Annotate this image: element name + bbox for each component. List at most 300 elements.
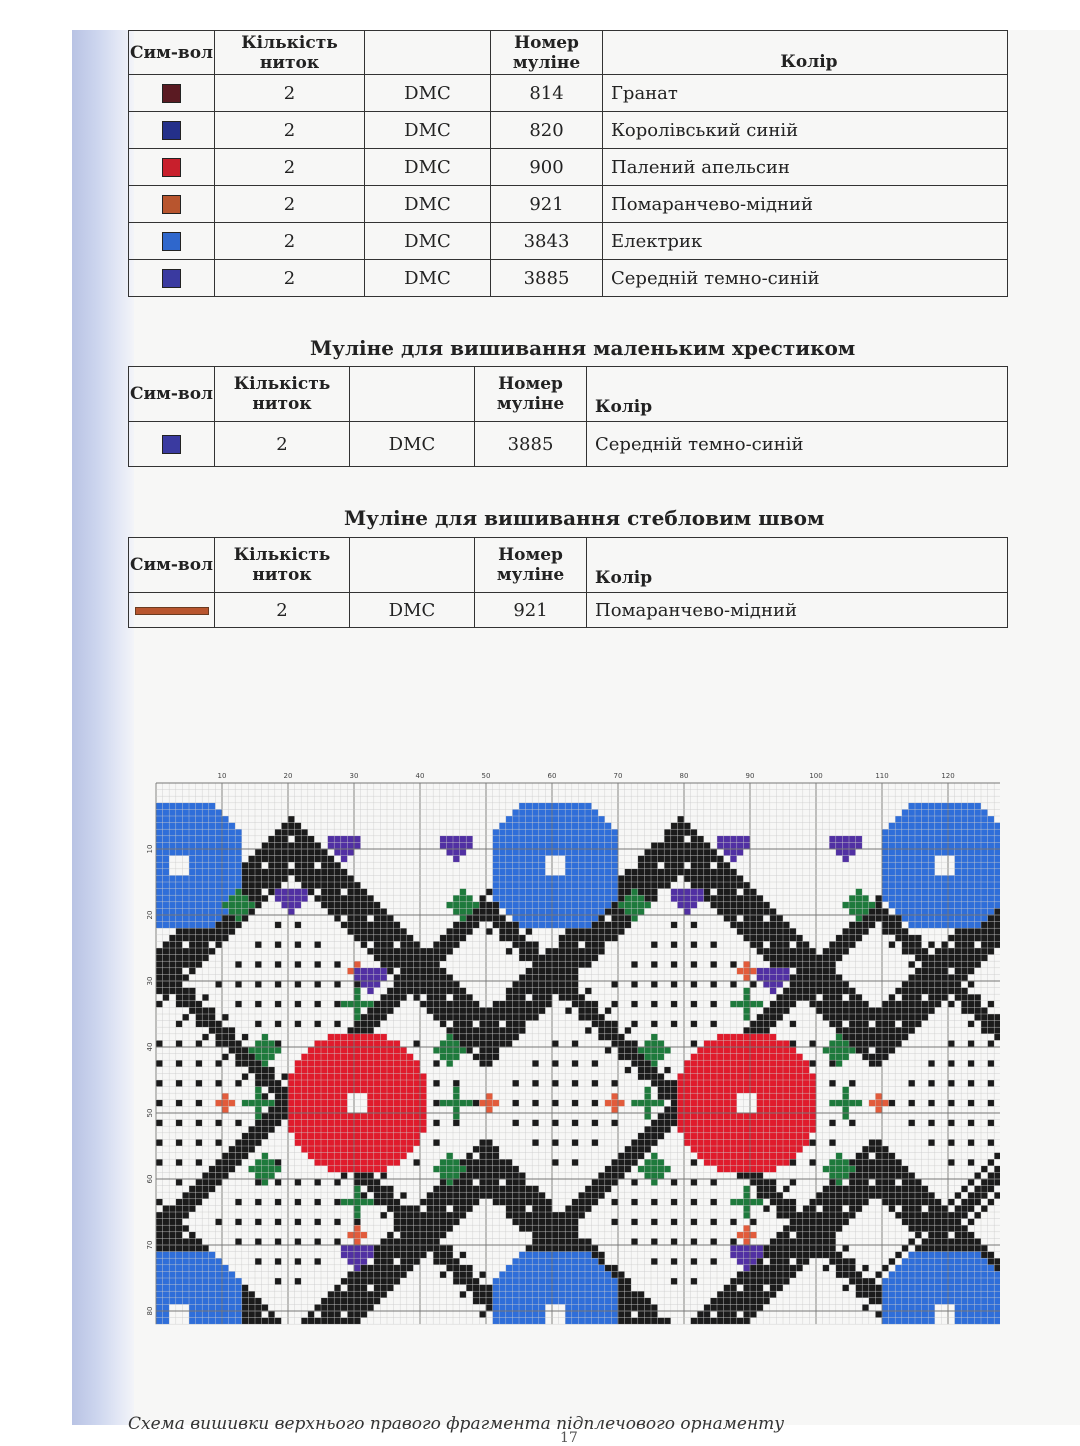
stitch-cell: [796, 1087, 803, 1094]
stitch-cell: [169, 842, 176, 849]
stitch-cell: [955, 981, 962, 988]
stitch-cell: [598, 895, 605, 902]
stitch-cell: [737, 902, 744, 909]
stitch-cell: [235, 875, 242, 882]
stitch-cell: [387, 948, 394, 955]
stitch-cell: [658, 849, 665, 856]
stitch-cell: [704, 1060, 711, 1067]
stitch-cell: [955, 1265, 962, 1272]
stitch-cell: [288, 849, 295, 856]
stitch-cell: [545, 961, 552, 968]
stitch-cell: [242, 862, 249, 869]
stitch-cell: [684, 856, 691, 863]
stitch-cell: [453, 1054, 460, 1061]
stitch-cell: [625, 1047, 632, 1054]
stitch-cell: [928, 1258, 935, 1265]
stitch-cell: [598, 1172, 605, 1179]
stitch-cell: [176, 829, 183, 836]
stitch-cell: [625, 1278, 632, 1285]
stitch-cell: [466, 1100, 473, 1107]
stitch-cell: [519, 974, 526, 981]
stitch-cell: [809, 1106, 816, 1113]
stitch-cell: [856, 922, 863, 929]
stitch-cell: [988, 1199, 995, 1206]
stitch-cell: [948, 915, 955, 922]
stitch-cell: [862, 1054, 869, 1061]
stitch-cell: [235, 902, 242, 909]
stitch-cell: [941, 968, 948, 975]
stitch-cell: [757, 1199, 764, 1206]
stitch-cell: [552, 816, 559, 823]
stitch-cell: [202, 816, 209, 823]
stitch-cell: [156, 948, 163, 955]
stitch-cell: [446, 941, 453, 948]
stitch-cell: [677, 849, 684, 856]
stitch-cell: [816, 961, 823, 968]
stitch-cell: [407, 1252, 414, 1259]
stitch-cell: [651, 895, 658, 902]
stitch-cell: [275, 1093, 282, 1100]
stitch-cell: [552, 889, 559, 896]
stitch-cell: [724, 1054, 731, 1061]
stitch-cell: [928, 1205, 935, 1212]
stitch-cell: [908, 856, 915, 863]
stitch-cell: [770, 1040, 777, 1047]
stitch-cell: [460, 1027, 467, 1034]
stitch-cell: [730, 1139, 737, 1146]
stitch-cell: [413, 1245, 420, 1252]
stitch-cell: [565, 875, 572, 882]
stitch-cell: [988, 862, 995, 869]
stitch-cell: [988, 915, 995, 922]
stitch-cell: [572, 1212, 579, 1219]
stitch-cell: [968, 1219, 975, 1226]
stitch-cell: [281, 1087, 288, 1094]
stitch-cell: [935, 948, 942, 955]
stitch-cell: [816, 968, 823, 975]
stitch-cell: [776, 1199, 783, 1206]
stitch-cell: [288, 1126, 295, 1133]
stitch-cell: [618, 1054, 625, 1061]
stitch-cell: [453, 928, 460, 935]
stitch-cell: [209, 1007, 216, 1014]
stitch-cell: [882, 1186, 889, 1193]
stitch-cell: [889, 1153, 896, 1160]
stitch-cell: [248, 875, 255, 882]
stitch-cell: [275, 1080, 282, 1087]
stitch-cell: [776, 1007, 783, 1014]
stitch-cell: [519, 836, 526, 843]
stitch-cell: [750, 908, 757, 915]
stitch-cell: [512, 1265, 519, 1272]
stitch-cell: [519, 902, 526, 909]
stitch-cell: [671, 1106, 678, 1113]
stitch-cell: [889, 928, 896, 935]
stitch-cell: [209, 1258, 216, 1265]
stitch-cell: [796, 1212, 803, 1219]
stitch-cell: [961, 1265, 968, 1272]
stitch-cell: [460, 994, 467, 1001]
stitch-cell: [737, 1040, 744, 1047]
stitch-cell: [717, 889, 724, 896]
stitch-cell: [776, 1120, 783, 1127]
stitch-cell: [710, 1106, 717, 1113]
stitch-cell: [169, 935, 176, 942]
stitch-cell: [585, 908, 592, 915]
stitch-cell: [209, 1304, 216, 1311]
stitch-cell: [763, 1146, 770, 1153]
stitch-cell: [948, 1199, 955, 1206]
stitch-cell: [248, 1054, 255, 1061]
stitch-cell: [585, 862, 592, 869]
stitch-cell: [710, 1179, 717, 1186]
stitch-cell: [519, 1265, 526, 1272]
stitch-cell: [532, 994, 539, 1001]
stitch-cell: [380, 1054, 387, 1061]
stitch-cell: [433, 1166, 440, 1173]
stitch-cell: [823, 1265, 830, 1272]
stitch-cell: [407, 948, 414, 955]
stitch-cell: [717, 856, 724, 863]
stitch-cell: [928, 915, 935, 922]
stitch-cell: [882, 836, 889, 843]
stitch-cell: [229, 1047, 236, 1054]
stitch-cell: [222, 928, 229, 935]
stitch-cell: [196, 862, 203, 869]
stitch-cell: [248, 882, 255, 889]
stitch-cell: [770, 1179, 777, 1186]
stitch-cell: [763, 922, 770, 929]
stitch-cell: [552, 1100, 559, 1107]
stitch-cell: [242, 1291, 249, 1298]
stitch-cell: [836, 1205, 843, 1212]
stitch-cell: [717, 1126, 724, 1133]
header-strands: Кількість ниток: [215, 538, 350, 593]
stitch-cell: [908, 803, 915, 810]
stitch-cell: [658, 1159, 665, 1166]
stitch-cell: [427, 981, 434, 988]
stitch-cell: [849, 941, 856, 948]
stitch-cell: [644, 1172, 651, 1179]
stitch-cell: [968, 842, 975, 849]
header-brand: [350, 367, 475, 422]
stitch-cell: [552, 1225, 559, 1232]
stitch-cell: [651, 1172, 658, 1179]
stitch-cell: [631, 908, 638, 915]
stitch-cell: [611, 1106, 618, 1113]
stitch-cell: [968, 902, 975, 909]
stitch-cell: [275, 1120, 282, 1127]
stitch-cell: [974, 849, 981, 856]
stitch-cell: [935, 1271, 942, 1278]
stitch-cell: [961, 882, 968, 889]
stitch-cell: [935, 922, 942, 929]
stitch-cell: [565, 836, 572, 843]
stitch-cell: [460, 1172, 467, 1179]
stitch-cell: [242, 1100, 249, 1107]
stitch-cell: [275, 981, 282, 988]
stitch-cell: [935, 1219, 942, 1226]
stitch-cell: [215, 1080, 222, 1087]
stitch-cell: [750, 915, 757, 922]
stitch-cell: [829, 1159, 836, 1166]
stitch-cell: [169, 988, 176, 995]
stitch-cell: [842, 1166, 849, 1173]
stitch-cell: [935, 955, 942, 962]
stitch-cell: [770, 1100, 777, 1107]
stitch-cell: [453, 1100, 460, 1107]
stitch-cell: [281, 849, 288, 856]
stitch-cell: [367, 1080, 374, 1087]
stitch-cell: [928, 809, 935, 816]
stitch-cell: [737, 842, 744, 849]
stitch-cell: [196, 803, 203, 810]
stitch-cell: [242, 1139, 249, 1146]
stitch-cell: [585, 902, 592, 909]
stitch-cell: [506, 1205, 513, 1212]
stitch-cell: [658, 1133, 665, 1140]
stitch-cell: [380, 961, 387, 968]
stitch-cell: [163, 1205, 170, 1212]
stitch-cell: [981, 935, 988, 942]
stitch-cell: [446, 1225, 453, 1232]
stitch-cell: [974, 908, 981, 915]
stitch-cell: [585, 1027, 592, 1034]
stitch-cell: [743, 922, 750, 929]
stitch-cell: [941, 1258, 948, 1265]
stitch-cell: [493, 1311, 500, 1318]
stitch-cell: [420, 1126, 427, 1133]
stitch-cell: [532, 1298, 539, 1305]
stitch-cell: [433, 948, 440, 955]
stitch-cell: [466, 1014, 473, 1021]
stitch-cell: [908, 1014, 915, 1021]
stitch-cell: [961, 1258, 968, 1265]
stitch-cell: [598, 816, 605, 823]
stitch-cell: [506, 928, 513, 935]
stitch-cell: [697, 889, 704, 896]
stitch-cell: [314, 1139, 321, 1146]
stitch-cell: [882, 875, 889, 882]
stitch-cell: [862, 1047, 869, 1054]
stitch-cell: [552, 902, 559, 909]
stitch-cell: [928, 1225, 935, 1232]
cross-stitch-chart: [140, 765, 1000, 1325]
stitch-cell: [262, 1100, 269, 1107]
stitch-cell: [902, 1245, 909, 1252]
stitch-cell: [314, 1120, 321, 1127]
stitch-cell: [684, 902, 691, 909]
stitch-cell: [763, 1087, 770, 1094]
stitch-cell: [644, 1113, 651, 1120]
stitch-cell: [994, 1192, 1000, 1199]
stitch-cell: [915, 988, 922, 995]
stitch-cell: [737, 1073, 744, 1080]
stitch-cell: [235, 961, 242, 968]
stitch-cell: [875, 895, 882, 902]
stitch-cell: [512, 1014, 519, 1021]
stitch-cell: [783, 1001, 790, 1008]
stitch-cell: [763, 1159, 770, 1166]
stitch-cell: [677, 816, 684, 823]
stitch-cell: [763, 1205, 770, 1212]
stitch-cell: [737, 1199, 744, 1206]
stitch-cell: [790, 1126, 797, 1133]
stitch-cell: [314, 1179, 321, 1186]
stitch-cell: [539, 1232, 546, 1239]
stitch-cell: [367, 1172, 374, 1179]
stitch-cell: [915, 1205, 922, 1212]
stitch-cell: [235, 882, 242, 889]
stitch-cell: [453, 1265, 460, 1272]
stitch-cell: [407, 1106, 414, 1113]
stitch-cell: [229, 1040, 236, 1047]
stitch-cell: [394, 1113, 401, 1120]
stitch-cell: [446, 1040, 453, 1047]
stitch-cell: [915, 842, 922, 849]
stitch-cell: [440, 1100, 447, 1107]
stitch-cell: [347, 968, 354, 975]
stitch-cell: [988, 869, 995, 876]
stitch-cell: [737, 1304, 744, 1311]
stitch-cell: [473, 1034, 480, 1041]
stitch-cell: [255, 1073, 262, 1080]
stitch-cell: [479, 908, 486, 915]
stitch-cell: [743, 1192, 750, 1199]
stitch-cell: [691, 1113, 698, 1120]
stitch-cell: [374, 1073, 381, 1080]
stitch-cell: [941, 1245, 948, 1252]
stitch-cell: [611, 1080, 618, 1087]
stitch-cell: [413, 1113, 420, 1120]
stitch-cell: [922, 1298, 929, 1305]
stitch-cell: [394, 1219, 401, 1226]
stitch-cell: [961, 1278, 968, 1285]
stitch-cell: [955, 935, 962, 942]
stitch-cell: [974, 1245, 981, 1252]
stitch-cell: [988, 922, 995, 929]
stitch-cell: [691, 1146, 698, 1153]
stitch-cell: [341, 1245, 348, 1252]
stitch-cell: [394, 1073, 401, 1080]
stitch-cell: [572, 862, 579, 869]
stitch-cell: [862, 1172, 869, 1179]
stitch-cell: [743, 882, 750, 889]
stitch-cell: [255, 875, 262, 882]
stitch-cell: [512, 928, 519, 935]
stitch-cell: [981, 1179, 988, 1186]
stitch-cell: [743, 1001, 750, 1008]
stitch-cell: [209, 1285, 216, 1292]
stitch-cell: [592, 915, 599, 922]
stitch-cell: [163, 968, 170, 975]
stitch-cell: [625, 915, 632, 922]
stitch-cell: [519, 862, 526, 869]
stitch-cell: [559, 1285, 566, 1292]
stitch-cell: [605, 823, 612, 830]
stitch-cell: [776, 1093, 783, 1100]
stitch-cell: [288, 1106, 295, 1113]
stitch-cell: [453, 1258, 460, 1265]
stitch-cell: [611, 1100, 618, 1107]
stitch-cell: [209, 809, 216, 816]
stitch-cell: [321, 1067, 328, 1074]
stitch-cell: [407, 935, 414, 942]
stitch-cell: [301, 875, 308, 882]
stitch-cell: [347, 1291, 354, 1298]
stitch-cell: [849, 1166, 856, 1173]
stitch-cell: [506, 1291, 513, 1298]
stitch-cell: [836, 1014, 843, 1021]
stitch-cell: [169, 829, 176, 836]
stitch-cell: [202, 1311, 209, 1318]
stitch-cell: [374, 1192, 381, 1199]
stitch-cell: [902, 856, 909, 863]
stitch-cell: [354, 1265, 361, 1272]
stitch-cell: [400, 1047, 407, 1054]
stitch-cell: [565, 941, 572, 948]
stitch-cell: [400, 1054, 407, 1061]
stitch-cell: [545, 1278, 552, 1285]
stitch-cell: [354, 1007, 361, 1014]
stitch-cell: [182, 935, 189, 942]
stitch-cell: [526, 948, 533, 955]
stitch-cell: [526, 823, 533, 830]
stitch-cell: [770, 1080, 777, 1087]
stitch-cell: [671, 895, 678, 902]
stitch-cell: [460, 988, 467, 995]
stitch-cell: [994, 1258, 1000, 1265]
stitch-cell: [341, 1040, 348, 1047]
stitch-cell: [829, 994, 836, 1001]
stitch-cell: [710, 1133, 717, 1140]
stitch-cell: [156, 816, 163, 823]
stitch-cell: [988, 1186, 995, 1193]
stitch-cell: [717, 895, 724, 902]
stitch-cell: [842, 1113, 849, 1120]
stitch-cell: [222, 1172, 229, 1179]
stitch-cell: [460, 1034, 467, 1041]
stitch-cell: [948, 922, 955, 929]
stitch-cell: [691, 1126, 698, 1133]
brand-cell: DMC: [365, 186, 491, 223]
stitch-cell: [169, 1212, 176, 1219]
stitch-cell: [809, 1087, 816, 1094]
stitch-cell: [578, 1278, 585, 1285]
stitch-cell: [189, 948, 196, 955]
stitch-cell: [255, 1100, 262, 1107]
stitch-cell: [354, 935, 361, 942]
stitch-cell: [750, 1219, 757, 1226]
stitch-cell: [229, 889, 236, 896]
stitch-cell: [275, 1219, 282, 1226]
stitch-cell: [387, 1133, 394, 1140]
stitch-cell: [354, 1087, 361, 1094]
stitch-cell: [908, 1100, 915, 1107]
stitch-cell: [427, 1007, 434, 1014]
stitch-cell: [215, 1285, 222, 1292]
stitch-cell: [763, 1192, 770, 1199]
stitch-cell: [235, 922, 242, 929]
stitch-cell: [387, 915, 394, 922]
stitch-cell: [691, 961, 698, 968]
stitch-cell: [176, 1238, 183, 1245]
stitch-cell: [354, 1014, 361, 1021]
stitch-cell: [829, 1238, 836, 1245]
stitch-cell: [420, 1225, 427, 1232]
stitch-cell: [361, 968, 368, 975]
stitch-cell: [499, 1186, 506, 1193]
